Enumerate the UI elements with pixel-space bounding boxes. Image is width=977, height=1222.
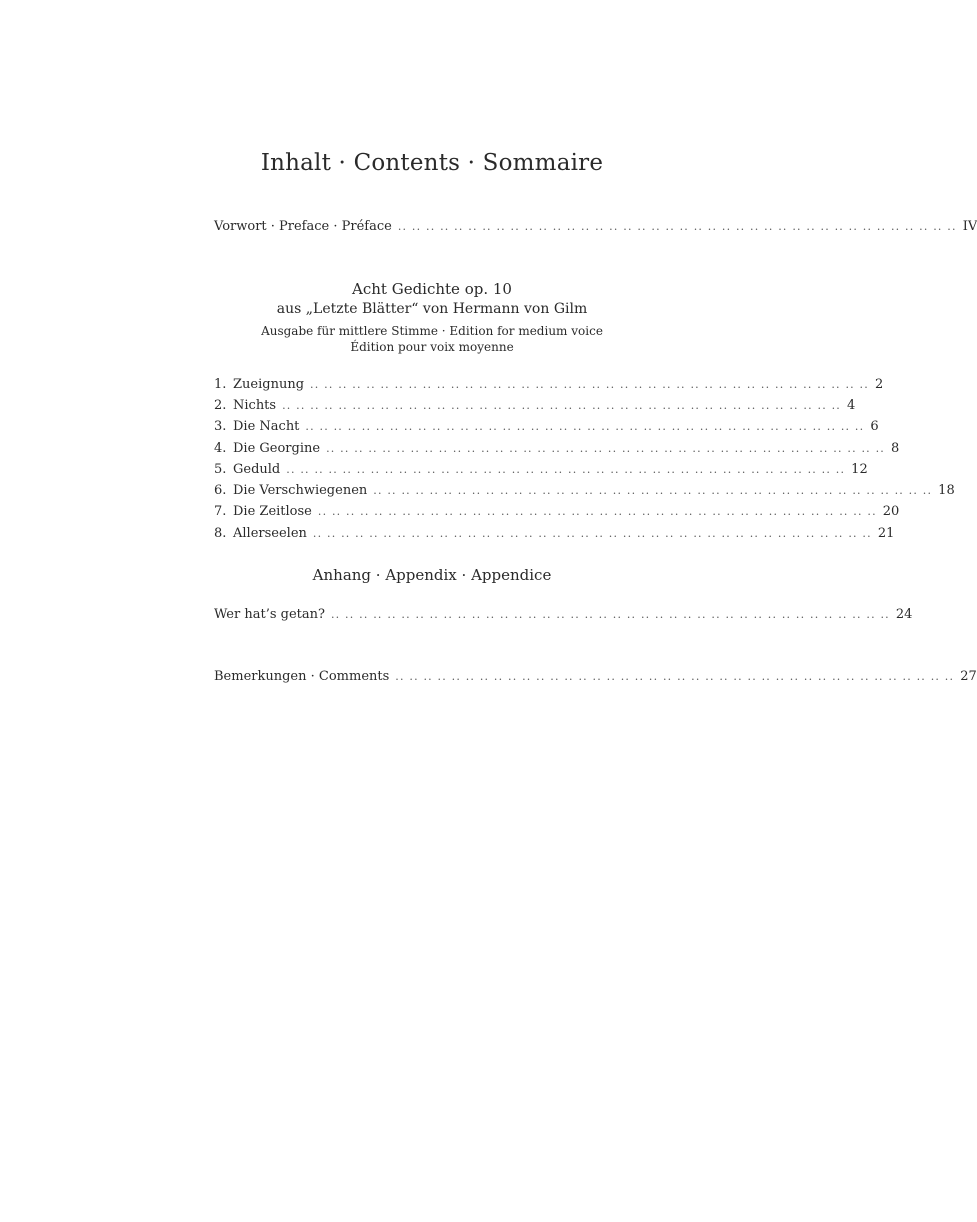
toc-entry-preface[interactable]	[214, 218, 977, 236]
toc-entry-number: 8.	[214, 526, 227, 541]
toc-entry-number: 2.	[214, 398, 227, 413]
toc-entry-label: Allerseelen	[233, 526, 307, 541]
toc-entry-label: Wer hat’s getan?	[214, 607, 325, 622]
toc-entry-page: 18	[938, 483, 955, 498]
toc-entry-page: 20	[882, 504, 900, 519]
toc-entry-number: 5.	[214, 462, 227, 477]
toc-entry-label: Geduld	[233, 462, 281, 477]
leader-dots: .. .. .. .. .. .. .. .. .. .. .. .. .. .. .. .. .. .. .. .. .. .. .. .. .. .. .. .. .. .. .. .. .. .. .. .. .. .. .. ..	[282, 399, 841, 412]
toc-entry-number: 4.	[214, 441, 227, 456]
leader-dots: .. .. .. .. .. .. .. .. .. .. .. .. .. .. .. .. .. .. .. .. .. .. .. .. .. .. .. .. .. .. .. .. .. .. .. .. .. .. .. ..	[330, 608, 890, 621]
appendix-heading: Anhang · Appendix · Appendice	[312, 566, 552, 584]
toc-entry-page: 27	[960, 669, 977, 684]
leader-dots: .. .. .. .. .. .. .. .. .. .. .. .. .. .. .. .. .. .. .. .. .. .. .. .. .. .. .. .. .. .. .. .. .. .. .. .. .. .. .. ..	[310, 378, 869, 391]
toc-entry-song[interactable]	[214, 397, 856, 415]
toc-entry-page: IV	[962, 219, 977, 234]
leader-dots: .. .. .. .. .. .. .. .. .. .. .. .. .. .. .. .. .. .. .. .. .. .. .. .. .. .. .. .. .. .. .. .. .. .. .. .. .. .. .. ..	[305, 420, 865, 433]
leader-dots: .. .. .. .. .. .. .. .. .. .. .. .. .. .. .. .. .. .. .. .. .. .. .. .. .. .. .. .. .. .. .. .. .. .. .. .. .. .. .. ..	[317, 505, 877, 518]
toc-entry-label: Die Nacht	[233, 419, 300, 434]
toc-entry-song[interactable]	[214, 525, 895, 543]
toc-entry-number: 3.	[214, 419, 227, 434]
toc-entry-label: Die Verschwiegenen	[233, 483, 368, 498]
toc-entry-label: Die Georgine	[233, 441, 321, 456]
toc-entry-number: 7.	[214, 504, 227, 519]
toc-entry-number: 6.	[214, 483, 227, 498]
toc-entry-appendix[interactable]	[214, 606, 913, 624]
toc-entry-song[interactable]	[214, 482, 955, 500]
toc-entry-page: 2	[874, 377, 884, 392]
toc-entry-page: 24	[895, 607, 913, 622]
toc-entry-label: Nichts	[233, 398, 277, 413]
page-title: Inhalt · Contents · Sommaire	[260, 150, 604, 176]
edition-note-line1: Ausgabe für mittlere Stimme · Edition for medium voice	[261, 324, 603, 338]
cycle-heading: Acht Gedichte op. 10	[352, 280, 512, 298]
toc-entry-page: 8	[890, 441, 900, 456]
toc-entry-song[interactable]	[214, 440, 900, 458]
cycle-source: aus „Letzte Blätter“ von Hermann von Gilm	[276, 301, 588, 317]
toc-entry-label: Die Zeitlose	[233, 504, 312, 519]
toc-entry-song[interactable]	[214, 461, 868, 479]
toc-entry-song[interactable]	[214, 503, 900, 521]
toc-entry-comments[interactable]	[214, 668, 977, 686]
edition-note-line2: Édition pour voix moyenne	[350, 340, 514, 354]
toc-entry-song[interactable]	[214, 376, 884, 394]
toc-entry-page: 12	[851, 462, 868, 477]
leader-dots: .. .. .. .. .. .. .. .. .. .. .. .. .. .. .. .. .. .. .. .. .. .. .. .. .. .. .. .. .. .. .. .. .. .. .. .. .. .. .. ..	[326, 442, 885, 455]
leader-dots: .. .. .. .. .. .. .. .. .. .. .. .. .. .. .. .. .. .. .. .. .. .. .. .. .. .. .. .. .. .. .. .. .. .. .. .. .. .. .. ..	[312, 527, 872, 540]
toc-entry-page: 21	[877, 526, 895, 541]
toc-entry-song[interactable]	[214, 418, 879, 436]
toc-entry-page: 4	[847, 398, 856, 413]
toc-entry-label: Bemerkungen · Comments	[214, 669, 390, 684]
toc-entry-label: Vorwort · Preface · Préface	[214, 219, 392, 234]
leader-dots: .. .. .. .. .. .. .. .. .. .. .. .. .. .. .. .. .. .. .. .. .. .. .. .. .. .. .. .. .. .. .. .. .. .. .. .. .. .. .. ..	[286, 463, 846, 476]
leader-dots: .. .. .. .. .. .. .. .. .. .. .. .. .. .. .. .. .. .. .. .. .. .. .. .. .. .. .. .. .. .. .. .. .. .. .. .. .. .. .. ..	[395, 670, 955, 683]
leader-dots: .. .. .. .. .. .. .. .. .. .. .. .. .. .. .. .. .. .. .. .. .. .. .. .. .. .. .. .. .. .. .. .. .. .. .. .. .. .. .. ..	[373, 484, 933, 497]
toc-entry-number: 1.	[214, 377, 227, 392]
toc-entry-label: Zueignung	[233, 377, 305, 392]
toc-entry-page: 6	[870, 419, 879, 434]
leader-dots: .. .. .. .. .. .. .. .. .. .. .. .. .. .. .. .. .. .. .. .. .. .. .. .. .. .. .. .. .. .. .. .. .. .. .. .. .. .. .. ..	[397, 220, 957, 233]
